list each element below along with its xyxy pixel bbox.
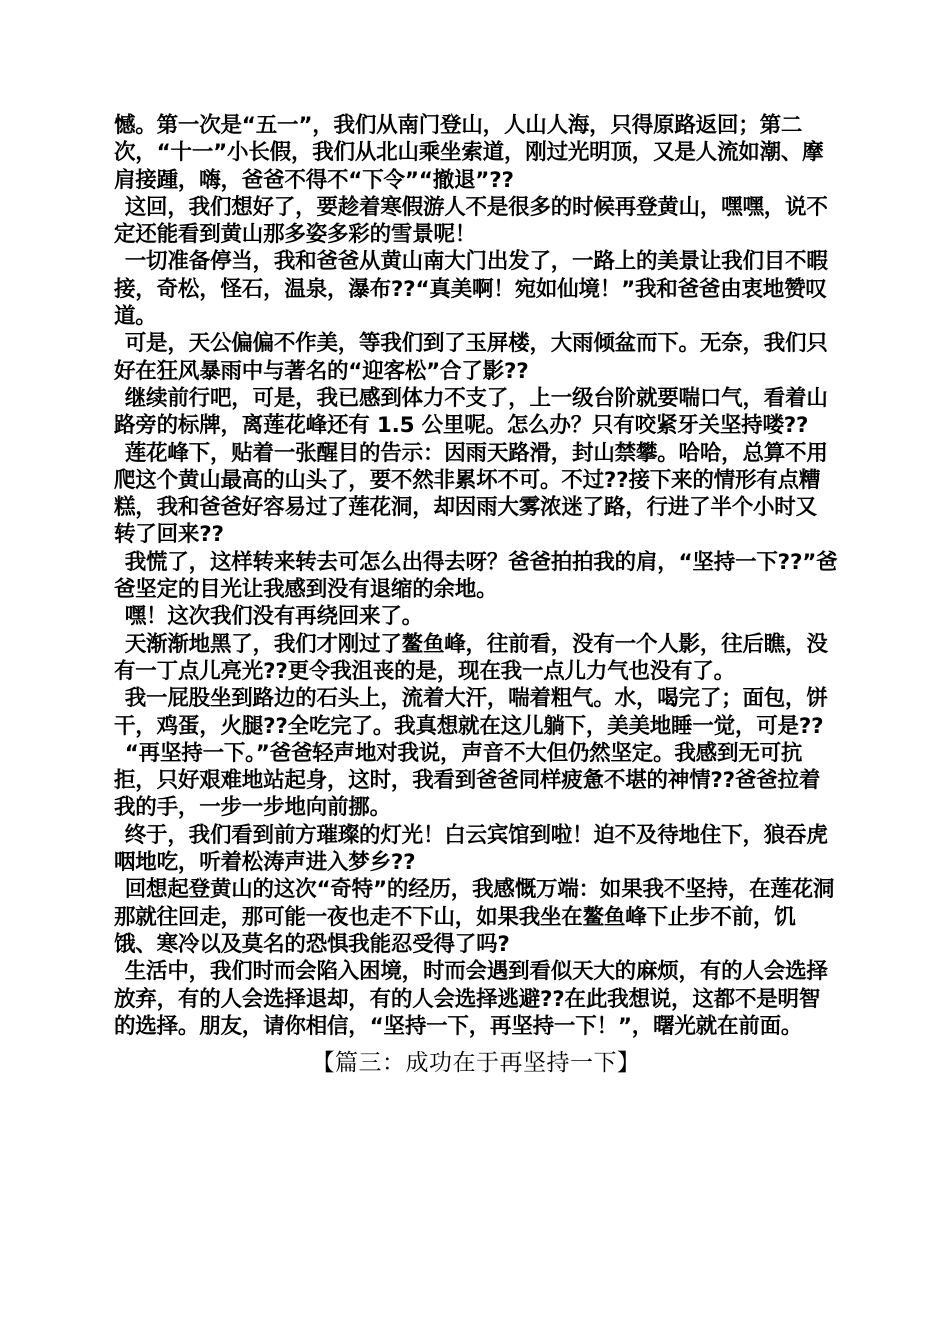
paragraph-4: 可是，天公偏偏不作美，等我们到了玉屏楼，大雨倾盆而下。无奈，我们只好在狂风暴雨中与著名的“迎客松”合了影??: [114, 331, 828, 384]
paragraph-13: 回想起登黄山的这次“奇特”的经历，我感慨万端：如果我不坚持，在莲花洞那就往回走，那可能一夜也走不下山，如果我坐在鳌鱼峰下止步不前，饥饿、寒冷以及莫名的恐惧我能忍受得了吗?: [114, 877, 835, 957]
paragraph-3: 一切准备停当，我和爸爸从黄山南大门出发了，一路上的美景让我们目不暇接，奇松，怪石，温泉，瀑布??“真美啊！宛如仙境！”我和爸爸由衷地赞叹道。: [114, 249, 828, 330]
paragraph-12: 终于，我们看到前方璀璨的灯光！白云宾馆到啦！迫不及待地住下，狼吞虎咽地吃，听着松涛声进入梦乡??: [114, 822, 828, 876]
paragraph-2: 这回，我们想好了，要趁着寒假游人不是很多的时候再登黄山，嘿嘿，说不定还能看到黄山那多姿多彩的雪景呢！: [114, 194, 828, 248]
paragraph-7: 我慌了，这样转来转去可怎么出得去呀？爸爸拍拍我的肩，“坚持一下??”爸爸坚定的目光让我感到没有退缩的余地。: [114, 549, 838, 603]
document-page: [114, 112, 838, 1078]
paragraph-11: “再坚持一下。”爸爸轻声地对我说，声音不大但仍然坚定。我感到无可抗拒，只好艰难地站起身，这时，我看到爸爸同样疲惫不堪的神情??爸爸拉着我的手，一步一步地向前挪。: [114, 740, 821, 821]
section-title: 【篇三：成功在于再坚持一下】: [311, 1050, 641, 1077]
paragraph-8: 嘿！这次我们没有再绕回来了。: [124, 604, 423, 630]
paragraph-5: 继续前行吧，可是，我已感到体力不支了，上一级台阶就要喘口气，看着山路旁的标牌，离莲花峰还有 1.5 公里呢。怎么办？只有咬紧牙关坚持喽??: [114, 385, 828, 439]
paragraph-1: 憾。第一次是“五一”，我们从南门登山，人山人海，只得原路返回；第二次，“十一”小长假，我们从北山乘坐索道，刚过光明顶，又是人流如潮、摩肩接踵，嗨，爸爸不得不“下令”“撤退”??: [114, 113, 824, 193]
paragraph-10: 我一屁股坐到路边的石头上，流着大汗，喘着粗气。水，喝完了；面包，饼干，鸡蛋，火腿??全吃完了。我真想就在这儿躺下，美美地睡一觉，可是??: [114, 686, 828, 739]
paragraph-9: 天渐渐地黑了，我们才刚过了鳌鱼峰，往前看，没有一个人影，往后瞧，没有一丁点儿亮光??更令我沮丧的是，现在我一点儿力气也没有了。: [114, 631, 828, 684]
paragraph-6: 莲花峰下，贴着一张醒目的告示：因雨天路滑，封山禁攀。哈哈，总算不用爬这个黄山最高的山头了，要不然非累坏不可。不过??接下来的情形有点糟糕，我和爸爸好容易过了莲花洞，却因雨大雾浓迷了路，行进了半个小时又转了回来??: [114, 440, 828, 548]
paragraph-14: 生活中，我们时而会陷入困境，时而会遇到看似天大的麻烦，有的人会选择放弃，有的人会选择退却，有的人会选择逃避??在此我想说，这都不是明智的选择。朋友，请你相信，“坚持一下，再坚持一下！”，曙光就在前面。: [114, 959, 828, 1039]
